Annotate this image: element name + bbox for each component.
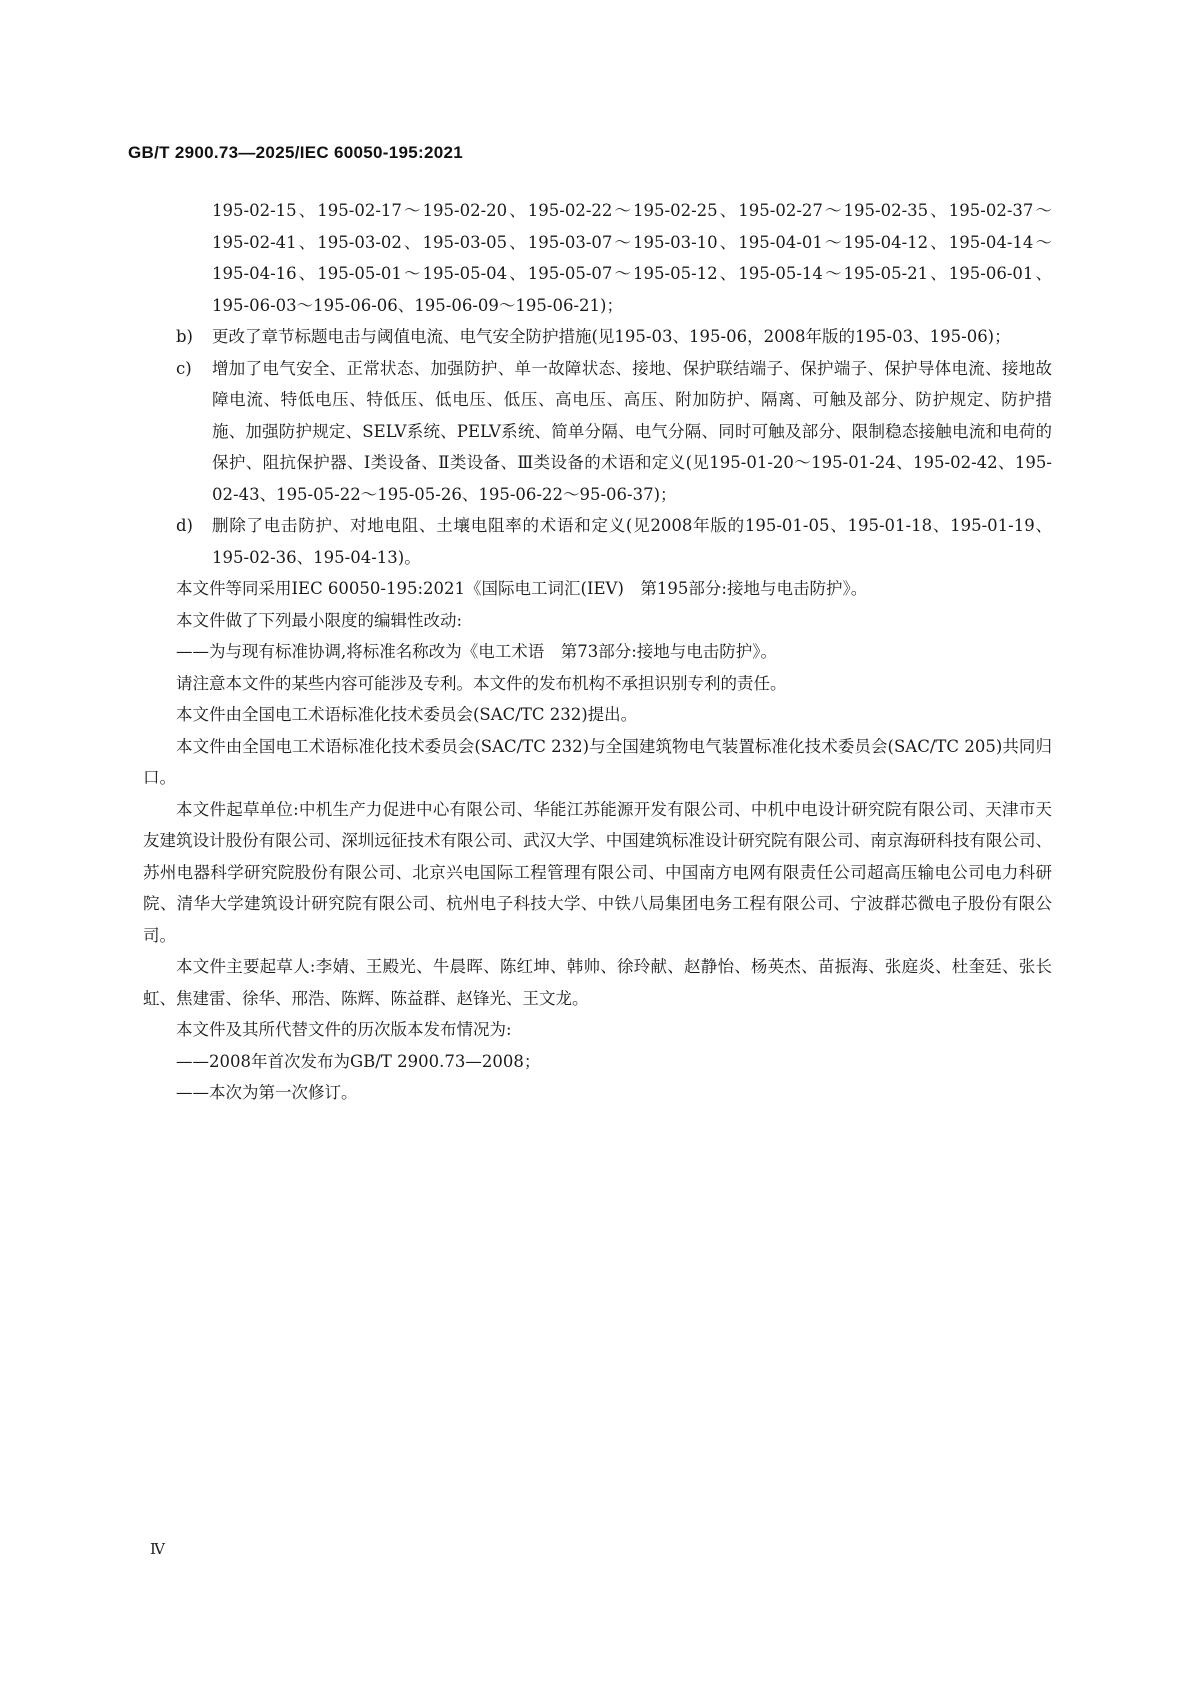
list-text-b: 更改了章节标题电击与阈值电流、电气安全防护措施(见195-03、195-06，2008年版的195-03、195-06)；	[212, 327, 1011, 346]
list-text-c: 增加了电气安全、正常状态、加强防护、单一故障状态、接地、保护联结端子、保护端子、保护导体电流、接地故障电流、特低电压、特低压、低电压、低压、高电压、高压、附加防护、隔离、可触及部分、防护规定、防护措施、加强防护规定、SELV系统、PELV系统、简单分隔、电气分隔、同时可触及部分、限制稳态接触电流和电荷的保护、阻抗保护器、Ⅰ类设备、Ⅱ类设备、Ⅲ类设备的术语和定义(见195-01-20～195-01-24、195-02-42、195-02-43、195-05-22～195-05-26、195-06-22～95-06-37)；	[212, 358, 1052, 504]
document-body	[143, 195, 1052, 1109]
patent-notice-paragraph: 请注意本文件的某些内容可能涉及专利。本文件的发布机构不承担识别专利的责任。	[176, 673, 787, 693]
main-drafters-paragraph: 本文件主要起草人:李婧、王殿光、牛晨晖、陈红坤、韩帅、徐玲献、赵静怡、杨英杰、苗振海、张庭炎、杜奎廷、张长虹、焦建雷、徐华、邢浩、陈辉、陈益群、赵锋光、王文龙。	[143, 957, 1052, 1008]
list-marker-d: d)	[176, 516, 193, 535]
list-item-a-continuation: 195-02-15、195-02-17～195-02-20、195-02-22～195-02-25、195-02-27～195-02-35、195-02-37～195-02-41、195-03-02、195-03-05、195-03-07～195-03-10、195-04-01～195-04-12、195-04-14～195-04-16、195-05-01～195-05-04、195-05-07～195-05-12、195-05-14～195-05-21、195-06-01、195-06-03～195-06-06、195-06-09～195-06-21)；	[212, 201, 1052, 315]
list-marker-b: b)	[176, 327, 193, 346]
editorial-change-item: ——为与现有标准协调,将标准名称改为《电工术语 第73部分:接地与电击防护》。	[176, 642, 778, 661]
list-item-b	[176, 321, 1052, 353]
proposed-by-paragraph: 本文件由全国电工术语标准化技术委员会(SAC/TC 232)提出。	[176, 705, 638, 724]
list-item-c	[176, 353, 1052, 511]
drafting-units-paragraph: 本文件起草单位:中机生产力促进中心有限公司、华能江苏能源开发有限公司、中机中电设计研究院有限公司、天津市天友建筑设计股份有限公司、深圳远征技术有限公司、武汉大学、中国建筑标准设计研究院有限公司、南京海研科技有限公司、苏州电器科学研究院股份有限公司、北京兴电国际工程管理有限公司、中国南方电网有限责任公司超高压输电公司电力科研院、清华大学建筑设计研究院有限公司、杭州电子科技大学、中铁八局集团电务工程有限公司、宁波群芯微电子股份有限公司。	[143, 799, 1052, 945]
editorial-intro-paragraph: 本文件做了下列最小限度的编辑性改动:	[176, 610, 463, 630]
list-item-d	[176, 510, 1052, 573]
history-intro-paragraph: 本文件及其所代替文件的历次版本发布情况为:	[176, 1020, 512, 1039]
centralized-by-paragraph: 本文件由全国电工术语标准化技术委员会(SAC/TC 232)与全国建筑物电气装置标准化技术委员会(SAC/TC 205)共同归口。	[143, 736, 1052, 787]
adoption-paragraph: 本文件等同采用IEC 60050-195:2021《国际电工词汇(IEV) 第195部分:接地与电击防护》。	[176, 579, 868, 598]
list-text-d: 删除了电击防护、对地电阻、土壤电阻率的术语和定义(见2008年版的195-01-05、195-01-18、195-01-19、195-02-36、195-04-13)。	[212, 516, 1052, 567]
standard-code-header: GB/T 2900.73—2025/IEC 60050-195:2021	[128, 143, 463, 162]
list-marker-c: c)	[176, 358, 192, 378]
history-item-1: ——2008年首次发布为GB/T 2900.73—2008；	[176, 1051, 541, 1071]
history-item-2: ——本次为第一次修订。	[176, 1083, 358, 1102]
page-number: Ⅳ	[150, 1540, 165, 1558]
